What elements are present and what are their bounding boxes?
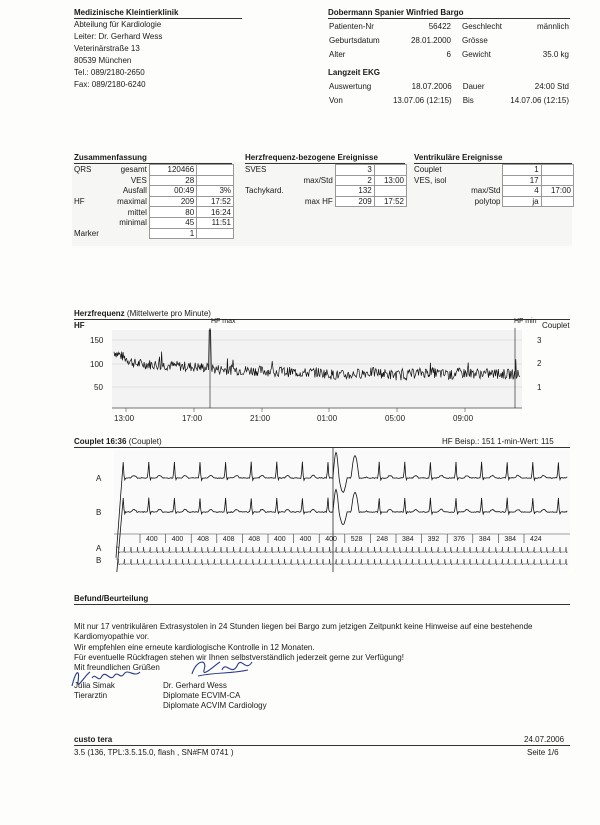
summary-table	[72, 164, 234, 239]
hfchart-y2label: Couplet	[542, 321, 570, 330]
info-value: männlich	[536, 22, 569, 32]
hf-xtick-2100: 21:00	[250, 414, 271, 423]
summary-value: 4	[503, 186, 541, 197]
info-label: Alter	[329, 50, 346, 60]
summary-sublabel: VES	[130, 175, 147, 185]
rr-interval-label: 528	[350, 536, 363, 543]
hf-xtick-0100: 01:00	[317, 414, 338, 423]
footer-page: Seite 1/6	[527, 748, 559, 757]
summary-value	[374, 165, 406, 176]
lead-b-label: B	[96, 508, 102, 517]
summary-label: QRS	[74, 165, 92, 175]
summary-value: 209	[149, 196, 196, 207]
hf-min-marker: HF min	[514, 318, 537, 325]
clinic-head: Leiter: Dr. Gerhard Wess	[74, 32, 163, 41]
summary-label	[72, 175, 108, 186]
summary-row	[243, 186, 407, 197]
summary-value	[374, 186, 406, 197]
info-label: Auswertung	[329, 82, 372, 92]
summary-value: 1	[149, 228, 196, 239]
couplet-title: Couplet 16:36	[74, 437, 127, 446]
info-row	[328, 94, 570, 108]
summary-value: 120466	[149, 165, 196, 176]
hfevents-title: Herzfrequenz-bezogene Ereignisse	[245, 153, 378, 162]
info-row	[328, 48, 570, 62]
rr-interval-label: 384	[402, 536, 414, 543]
hf-ytick-150: 150	[90, 336, 104, 345]
summary-row	[72, 207, 234, 218]
summary-sublabel	[455, 175, 503, 186]
ventr-title: Ventrikuläre Ereignisse	[414, 153, 503, 162]
summary-value	[541, 196, 573, 207]
summary-sublabel: max/Std	[471, 186, 501, 196]
rr-interval-label: 400	[299, 536, 312, 543]
clinic-city: 80539 München	[74, 56, 132, 65]
summary-row	[412, 165, 574, 176]
summary-title: Zusammenfassung	[74, 153, 147, 162]
summary-label	[412, 186, 455, 197]
summary-label	[243, 175, 288, 186]
summary-label: Marker	[74, 228, 99, 238]
summary-row	[412, 175, 574, 186]
rr-interval-label: 248	[376, 536, 389, 543]
summary-value: 16:24	[197, 207, 234, 218]
summary-label: SVES	[245, 165, 267, 175]
summary-sublabel	[455, 165, 503, 176]
info-label: Geschlecht	[461, 22, 503, 32]
rr-interval-label: 424	[530, 536, 542, 543]
rr-interval-label: 400	[325, 536, 337, 543]
signature-right	[186, 656, 258, 682]
hf-xtick-1300: 13:00	[114, 414, 135, 423]
summary-value	[197, 165, 234, 176]
summary-label: Tachykard.	[245, 186, 284, 196]
info-label: Gewicht	[461, 50, 491, 60]
hf-xtick-1700: 17:00	[182, 414, 203, 423]
summary-sublabel	[288, 165, 335, 176]
summary-sublabel: polytop	[474, 196, 501, 206]
summary-row	[243, 165, 407, 176]
hf-trend-chart	[74, 328, 574, 428]
summary-value: 132	[335, 186, 374, 197]
patient-title: Dobermann Spanier Winfried Bargo	[328, 8, 464, 17]
info-label: Bis	[462, 96, 474, 106]
hfevents-table	[243, 164, 407, 207]
summary-sublabel: max/Std	[303, 175, 333, 185]
info-row	[328, 20, 570, 34]
summary-label: Couplet	[414, 165, 442, 175]
rhythm-b-label: B	[96, 556, 102, 565]
info-row	[328, 80, 570, 94]
summary-value	[541, 175, 573, 186]
befund-p1b: Kardiomyopathie vor.	[74, 632, 150, 641]
befund-title: Befund/Beurteilung	[74, 594, 149, 603]
summary-sublabel: mittel	[127, 207, 147, 217]
summary-label	[72, 217, 108, 228]
rr-interval-label: 392	[427, 536, 440, 543]
hf-plot-area	[112, 330, 522, 408]
summary-row	[72, 217, 234, 228]
info-label: Von	[329, 96, 343, 106]
hf-ytick-50: 50	[94, 383, 103, 392]
befund-p2: Wir empfehlen eine erneute kardiologische Kontrolle in 12 Monaten.	[74, 643, 315, 652]
rhythm-a-label: A	[96, 544, 102, 553]
footer-brand: custo tera	[74, 735, 113, 744]
ekg-table	[328, 80, 570, 108]
summary-sublabel: max HF	[304, 196, 333, 206]
ventr-table	[412, 164, 574, 207]
summary-value	[197, 175, 234, 186]
rr-interval-label: 384	[504, 536, 517, 543]
summary-row	[72, 228, 234, 239]
rr-interval-label: 400	[171, 536, 184, 543]
summary-label	[72, 207, 108, 218]
info-label: Patienten-Nr	[329, 22, 374, 32]
rr-interval-label: 400	[146, 536, 158, 543]
summary-sublabel: Ausfall	[122, 186, 147, 196]
patient-table	[328, 20, 570, 62]
summary-value: 28	[149, 175, 196, 186]
hf-y2tick-1: 1	[537, 383, 542, 392]
summary-value: 209	[335, 196, 374, 207]
summary-sublabel: minimal	[119, 218, 147, 228]
summary-sublabel	[108, 228, 150, 239]
footer-version: 3.5 (136, TPL:3.5.15.0, flash , SN#FM 0741 )	[74, 748, 234, 757]
summary-sublabel: gesamt	[120, 165, 147, 175]
footer-date: 24.07.2006	[524, 735, 565, 744]
hf-xtick-0900: 09:00	[453, 414, 474, 423]
summary-value: 17:52	[197, 196, 234, 207]
info-value: 24:00 Std	[534, 82, 569, 92]
summary-label	[72, 186, 108, 197]
summary-value: ja	[503, 196, 541, 207]
info-value	[514, 34, 570, 48]
clinic-tel: Tel.: 089/2180-2650	[74, 68, 145, 77]
befund-p4: Mit freundlichen Grüßen	[74, 663, 160, 672]
summary-value: 2	[335, 175, 374, 186]
right-signer-name: Dr. Gerhard Wess	[163, 681, 227, 690]
hfchart-ylabel: HF	[74, 321, 85, 330]
info-label: Grösse	[461, 36, 488, 46]
summary-label	[243, 196, 288, 207]
info-label: Geburtsdatum	[329, 36, 380, 46]
hf-ytick-100: 100	[90, 360, 104, 369]
summary-row	[72, 186, 234, 197]
clinic-street: Veterinärstraße 13	[74, 44, 140, 53]
summary-row	[72, 165, 234, 176]
info-value: 6	[446, 50, 451, 60]
rr-interval-label: 376	[453, 536, 465, 543]
summary-row	[72, 175, 234, 186]
summary-row	[412, 186, 574, 197]
summary-value: 45	[149, 217, 196, 228]
summary-label: HF	[74, 196, 85, 206]
hf-xtick-marks	[126, 408, 465, 412]
hfchart-subtitle: (Mittelwerte pro Minute)	[126, 309, 211, 318]
summary-value: 1	[503, 165, 541, 176]
clinic-name: Medizinische Kleintierklinik	[74, 8, 179, 17]
right-signer-role1: Diplomate ECVIM-CA	[163, 691, 241, 700]
hfchart-title: Herzfrequenz	[74, 309, 125, 318]
befund-p3: Für eventuelle Rückfragen stehen wir Ihnen selbstverständlich jederzeit gerne zur Verfügung!	[74, 653, 404, 662]
info-value: 56422	[428, 22, 451, 32]
couplet-subtitle: (Couplet)	[128, 437, 162, 446]
summary-value	[197, 228, 234, 239]
ekg-title: Langzeit EKG	[328, 68, 381, 77]
info-value: 14.07.06 (12:15)	[510, 96, 569, 106]
rr-interval-label: 384	[478, 536, 491, 543]
hf-y2tick-3: 3	[537, 336, 542, 345]
hf-y2tick-2: 2	[537, 359, 542, 368]
rr-interval-label: 408	[248, 536, 261, 543]
summary-row	[243, 175, 407, 186]
summary-value: 00:49	[149, 186, 196, 197]
summary-value: 17:00	[541, 186, 573, 197]
hf-max-marker: HF max	[211, 318, 236, 325]
clinic-fax: Fax: 089/2180-6240	[74, 80, 146, 89]
info-label: Dauer	[462, 82, 485, 92]
summary-value: 17:52	[374, 196, 406, 207]
summary-value: 13:00	[374, 175, 406, 186]
summary-label: VES, isol	[414, 175, 447, 185]
info-row	[328, 34, 570, 48]
summary-value: 11:51	[197, 217, 234, 228]
summary-value: 80	[149, 207, 196, 218]
befund-p1: Mit nur 17 ventrikulären Extrasystolen in 24 Stunden liegen bei Bargo zum jetzigen Zeitpunkt keine Hinweise auf eine bestehende	[74, 622, 533, 631]
left-signer-role: Tierarztin	[74, 691, 108, 700]
summary-value	[541, 165, 573, 176]
info-value: 18.07.2006	[411, 82, 452, 92]
rr-interval-label: 408	[222, 536, 235, 543]
summary-row	[72, 196, 234, 207]
hf-xtick-0500: 05:00	[385, 414, 406, 423]
info-value: 35.0 kg	[542, 50, 569, 60]
summary-sublabel: maximal	[117, 196, 147, 206]
lead-a-label: A	[96, 474, 102, 483]
summary-value: 3	[335, 165, 374, 176]
summary-row	[412, 196, 574, 207]
left-signer-name: Julia Simak	[74, 681, 115, 690]
right-signer-role2: Diplomate ACVIM Cardiology	[163, 701, 267, 710]
summary-value: 3%	[197, 186, 234, 197]
summary-sublabel	[288, 186, 335, 197]
info-value: 28.01.2000	[410, 36, 451, 46]
clinic-dept: Abteilung für Kardiologie	[74, 20, 162, 29]
couplet-ecg	[104, 448, 574, 572]
couplet-hf-info: HF Beisp.: 151 1-min-Wert: 115	[442, 437, 554, 446]
summary-label	[412, 196, 455, 207]
summary-value: 17	[503, 175, 541, 186]
info-value: 13.07.06 (12:15)	[392, 96, 452, 106]
summary-row	[243, 196, 407, 207]
rr-interval-label: 400	[274, 536, 286, 543]
rr-interval-label: 408	[197, 536, 209, 543]
